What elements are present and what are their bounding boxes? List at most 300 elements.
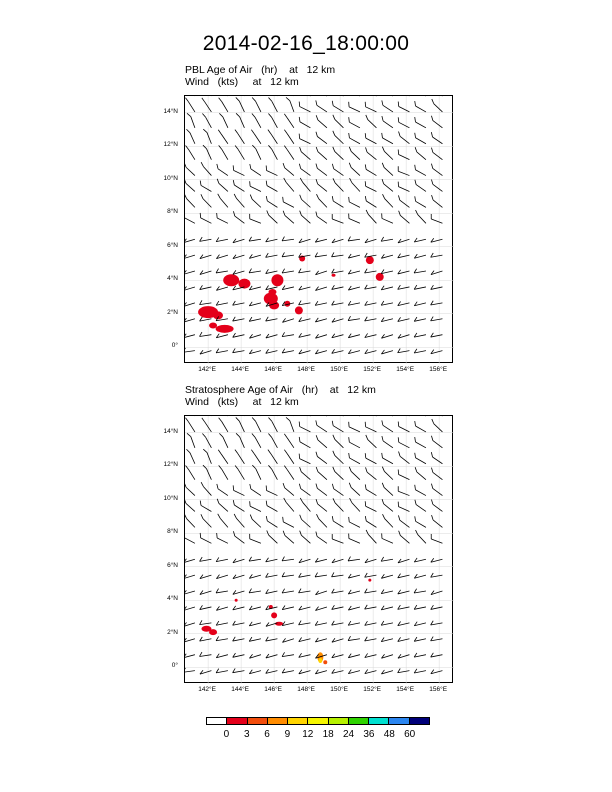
wind-barb [365, 484, 376, 495]
wind-barb [399, 211, 410, 224]
wind-barb [398, 117, 409, 127]
wind-barb [398, 317, 410, 321]
wind-barb [348, 606, 360, 610]
wind-barb [233, 239, 244, 243]
wind-barb [414, 285, 426, 289]
wind-barb [185, 622, 195, 626]
wind-barb [200, 670, 211, 674]
wind-barb [381, 334, 392, 338]
wind-barb [332, 349, 344, 353]
wind-barb [251, 450, 261, 464]
wind-barb [399, 452, 410, 464]
wind-barb [365, 133, 376, 144]
wind-barb [333, 435, 344, 448]
colorbar-swatch [227, 718, 247, 724]
wind-barb [431, 253, 443, 257]
lon-tick-label: 148°E [297, 366, 315, 373]
age-of-air-shading [271, 612, 277, 618]
stratosphere-age-map-panel [184, 415, 453, 683]
wind-barb [185, 194, 195, 207]
lat-tick-label: 8°N [167, 208, 178, 216]
wind-barb [216, 589, 228, 593]
wind-barb [381, 557, 393, 561]
wind-barb [381, 254, 393, 258]
wind-barb [249, 317, 261, 321]
wind-barb [398, 590, 410, 594]
colorbar-label: 36 [363, 729, 375, 740]
wind-barb [185, 318, 195, 322]
wind-barb [266, 669, 278, 673]
wind-barb [414, 637, 426, 641]
wind-barb [268, 145, 277, 159]
wind-barb [200, 637, 212, 641]
wind-barb [414, 622, 426, 626]
wind-barb [201, 482, 211, 495]
lon-tick-label: 146°E [264, 686, 282, 693]
wind-barb [365, 317, 377, 321]
wind-barb [284, 450, 294, 464]
wind-barb [233, 485, 244, 495]
wind-barb [366, 115, 377, 128]
wind-barb [218, 514, 228, 528]
wind-barb [299, 117, 310, 128]
wind-barb [282, 669, 294, 673]
age-of-air-shading [318, 658, 322, 663]
wind-barb [415, 485, 426, 496]
wind-barb [398, 621, 410, 625]
wind-barb [233, 317, 245, 321]
wind-barb [282, 621, 294, 625]
wind-barb [316, 420, 327, 431]
wind-barb [283, 197, 294, 207]
wind-barb [233, 637, 245, 641]
wind-barb [299, 589, 311, 593]
wind-barb [366, 435, 377, 448]
wind-barb [266, 654, 278, 658]
wind-barb [249, 350, 261, 354]
wind-barb [382, 483, 393, 496]
wind-barb [333, 178, 343, 191]
wind-barb [249, 237, 261, 241]
wind-barb [185, 483, 195, 496]
wind-barb [187, 433, 195, 448]
wind-barb [266, 181, 277, 192]
wind-barb [431, 653, 443, 657]
wind-barb [381, 237, 393, 241]
wind-barb [348, 670, 360, 674]
wind-barb [315, 301, 327, 305]
wind-barb [332, 589, 344, 593]
wind-barb [315, 350, 327, 354]
wind-barb [398, 502, 409, 512]
wind-barb [349, 214, 360, 224]
wind-barb [365, 653, 377, 657]
wind-barb [365, 181, 376, 191]
wind-barb [348, 621, 360, 625]
wind-barb [299, 134, 310, 144]
colorbar [206, 717, 430, 725]
wind-barb [218, 130, 228, 144]
wind-barb [202, 418, 212, 432]
lat-tick-label: 2°N [167, 628, 178, 636]
wind-barb [299, 333, 311, 337]
colorbar-label: 48 [383, 729, 395, 740]
map-title: 2014-02-16_18:00:00 [202, 32, 410, 55]
wind-barb [381, 621, 393, 625]
wind-barb [185, 348, 195, 352]
wind-barb [249, 589, 261, 593]
wind-barb [200, 501, 211, 512]
wind-barb [200, 285, 212, 289]
wind-barb [268, 450, 278, 464]
panel1-field-label: PBL Age of Air (hr) at 12 km [185, 64, 336, 76]
wind-barb [365, 516, 376, 527]
wind-barb [332, 214, 343, 223]
wind-barb [398, 166, 409, 175]
wind-barb [219, 418, 228, 432]
wind-barb [414, 317, 426, 321]
wind-barb [266, 238, 278, 242]
wind-barb [217, 533, 228, 543]
wind-barb [185, 213, 195, 224]
wind-barb [200, 332, 212, 336]
wind-barb [250, 515, 261, 528]
wind-barb [348, 557, 360, 561]
wind-barb [282, 349, 294, 353]
colorbar-label: 9 [284, 729, 291, 740]
wind-barb [432, 195, 443, 207]
wind-barb [216, 269, 228, 273]
wind-barb [268, 465, 277, 479]
wind-barb [282, 589, 294, 593]
wind-barb [233, 559, 244, 563]
wind-barb [349, 534, 360, 544]
wind-barb [365, 285, 377, 289]
lon-tick-label: 154°E [396, 686, 415, 693]
wind-barb [431, 436, 442, 448]
wind-barb [381, 574, 393, 578]
wind-barb [315, 607, 326, 611]
wind-barb [415, 500, 426, 512]
wind-barb [300, 531, 311, 544]
wind-barb [316, 514, 326, 527]
wind-barb [235, 465, 244, 479]
wind-barb [185, 499, 195, 512]
wind-barb [365, 422, 376, 432]
wind-barb [431, 179, 442, 191]
wind-barb [252, 418, 261, 432]
wind-barb [316, 194, 326, 207]
wind-barb [431, 452, 442, 464]
wind-barb [299, 606, 311, 610]
wind-barb [398, 422, 409, 432]
wind-barb [252, 98, 261, 112]
wind-barb [249, 557, 261, 561]
wind-barb [186, 465, 195, 479]
panel2-map [185, 416, 454, 684]
wind-barb [333, 115, 344, 128]
wind-barb [348, 316, 360, 320]
wind-barb [431, 132, 442, 144]
wind-barb [249, 254, 261, 258]
wind-barb [332, 196, 343, 207]
wind-barb [284, 114, 294, 128]
wind-barb [185, 668, 195, 672]
wind-barb [399, 132, 410, 144]
wind-barb [216, 286, 227, 290]
wind-barb [431, 350, 443, 354]
wind-barb [200, 533, 211, 543]
wind-barb [266, 269, 278, 273]
lon-tick-label: 152°E [363, 366, 382, 373]
wind-barb [185, 654, 195, 658]
wind-barb [235, 145, 244, 159]
wind-barb [315, 573, 327, 577]
wind-barb [332, 559, 343, 563]
age-of-air-shading [275, 622, 283, 626]
wind-barb [299, 437, 310, 448]
wind-barb [266, 637, 278, 641]
wind-barb [299, 269, 311, 273]
wind-barb [203, 145, 211, 159]
wind-barb [366, 147, 377, 159]
wind-barb [349, 483, 360, 496]
wind-barb [365, 669, 377, 673]
wind-barb [266, 589, 278, 593]
wind-barb [233, 348, 245, 352]
wind-barb [365, 605, 377, 609]
lat-tick-label: 10°N [163, 494, 178, 502]
age-of-air-shading [376, 273, 384, 281]
wind-barb [365, 589, 377, 593]
wind-barb [200, 557, 212, 561]
lat-tick-label: 12°N [163, 461, 178, 469]
wind-barb [348, 574, 360, 578]
colorbar-swatch [410, 718, 429, 724]
wind-barb [216, 606, 227, 610]
wind-barb [415, 453, 426, 464]
wind-barb [216, 621, 228, 625]
wind-barb [431, 285, 443, 289]
wind-barb [416, 210, 426, 223]
wind-barb [200, 181, 211, 192]
wind-barb [382, 499, 393, 511]
age-of-air-shading [332, 274, 336, 277]
wind-barb [381, 637, 393, 641]
wind-barb [217, 499, 228, 512]
wind-barb [399, 531, 410, 544]
wind-barb [201, 194, 211, 207]
colorbar-swatch [349, 718, 369, 724]
wind-barb [432, 515, 443, 527]
colorbar-swatch [207, 718, 227, 724]
wind-barb [431, 116, 442, 128]
wind-barb [219, 145, 228, 159]
wind-barb [365, 637, 377, 641]
colorbar-label: 12 [302, 729, 314, 740]
wind-barb [283, 211, 294, 224]
wind-barb [185, 607, 195, 611]
wind-barb [249, 670, 261, 674]
wind-barb [398, 486, 409, 495]
panel1-map [185, 96, 454, 364]
wind-barb [268, 130, 278, 144]
colorbar-swatch [369, 718, 389, 724]
wind-barb [431, 605, 443, 609]
wind-barb [381, 350, 393, 354]
wind-barb [414, 558, 426, 562]
age-of-air-shading [323, 660, 327, 664]
wind-barb [267, 530, 278, 543]
lon-tick-label: 144°E [231, 366, 249, 373]
wind-barb [299, 301, 311, 305]
wind-barb [219, 433, 228, 447]
wind-barb [300, 195, 311, 208]
wind-barb [348, 654, 360, 658]
wind-barb [233, 255, 244, 259]
wind-barb [300, 515, 311, 528]
wind-barb [216, 237, 228, 241]
wind-barb [249, 302, 261, 306]
colorbar-swatch [268, 718, 288, 724]
lon-tick-label: 144°E [231, 686, 249, 693]
wind-barb [332, 239, 343, 243]
wind-barb [365, 333, 377, 337]
wind-barb [332, 301, 344, 305]
wind-barb [350, 178, 360, 191]
wind-barb [316, 435, 327, 448]
wind-barb [414, 349, 426, 353]
wind-barb [382, 179, 393, 191]
wind-barb [216, 557, 228, 561]
wind-barb [316, 484, 327, 496]
wind-barb [282, 638, 293, 642]
wind-barb [398, 334, 409, 338]
wind-barb [414, 605, 426, 609]
wind-barb [200, 605, 212, 609]
wind-barb [217, 179, 228, 192]
wind-barb [235, 130, 244, 144]
wind-barb [219, 113, 228, 127]
wind-barb [415, 117, 426, 128]
wind-barb [332, 421, 343, 432]
wind-barb [299, 317, 311, 321]
wind-barb [332, 572, 344, 576]
wind-barb [185, 163, 195, 176]
wind-barb [366, 210, 376, 223]
wind-barb [415, 467, 426, 479]
colorbar-label: 6 [264, 729, 270, 740]
wind-barb [185, 514, 195, 527]
wind-barb [186, 129, 194, 143]
lon-tick-label: 152°E [363, 686, 382, 693]
wind-barb [349, 117, 360, 128]
wind-barb [299, 102, 310, 112]
wind-barb [203, 449, 211, 464]
wind-barb [365, 164, 376, 175]
wind-barb [267, 210, 278, 223]
wind-barb [414, 589, 426, 593]
wind-barb [365, 239, 376, 243]
wind-barb [185, 575, 195, 579]
wind-barb [415, 101, 426, 112]
wind-barb [432, 419, 443, 432]
wind-barb [266, 196, 277, 207]
wind-barb [203, 129, 211, 144]
wind-barb [348, 636, 360, 640]
wind-barb [348, 270, 360, 274]
wind-barb [201, 162, 211, 175]
wind-barb [219, 465, 228, 479]
wind-barb [266, 334, 278, 338]
wind-barb [233, 270, 245, 274]
wind-barb [383, 194, 393, 207]
wind-barb [249, 269, 261, 273]
wind-barb [216, 636, 228, 640]
lat-tick-label: 14°N [163, 107, 178, 115]
wind-barb [315, 253, 327, 257]
wind-barb [366, 467, 377, 479]
lat-tick-label: 0° [171, 342, 178, 350]
wind-barb [415, 180, 426, 192]
wind-barb [249, 637, 261, 641]
pbl-age-map-panel [184, 95, 453, 363]
wind-barb [266, 573, 278, 577]
wind-barb [299, 559, 310, 563]
wind-barb [431, 238, 443, 242]
lat-tick-label: 4°N [167, 275, 178, 283]
wind-barb [282, 269, 294, 273]
wind-barb [233, 590, 245, 594]
wind-barb [349, 133, 360, 144]
wind-barb [349, 147, 360, 160]
wind-barb [203, 465, 211, 479]
wind-barb [266, 501, 277, 512]
lat-tick-label: 12°N [163, 141, 178, 149]
wind-barb [315, 670, 327, 674]
lon-tick-label: 156°E [429, 686, 448, 693]
lat-tick-label: 4°N [167, 595, 178, 603]
wind-barb [416, 530, 426, 543]
wind-barb [349, 422, 360, 432]
wind-barb [398, 182, 409, 192]
lat-tick-label: 14°N [163, 427, 178, 435]
wind-barb [282, 286, 294, 290]
wind-barb [233, 333, 245, 337]
wind-barb [382, 133, 393, 144]
wind-barb [350, 498, 360, 511]
wind-barb [381, 670, 393, 674]
lat-tick-label: 10°N [163, 174, 178, 182]
wind-barb [249, 574, 261, 578]
wind-barb [332, 605, 344, 609]
wind-barb [284, 466, 294, 480]
wind-barb [185, 98, 194, 112]
wind-barb [315, 238, 327, 242]
wind-barb [398, 195, 409, 207]
wind-barb [216, 654, 228, 658]
wind-barb [332, 621, 344, 625]
wind-barb [365, 453, 376, 464]
wind-barb [268, 434, 277, 448]
wind-barb [216, 255, 227, 259]
wind-barb [250, 181, 261, 191]
wind-barb [315, 318, 327, 322]
wind-barb [365, 269, 377, 273]
wind-barb [299, 621, 311, 625]
wind-barb [282, 318, 293, 322]
age-of-air-shading [271, 274, 283, 286]
